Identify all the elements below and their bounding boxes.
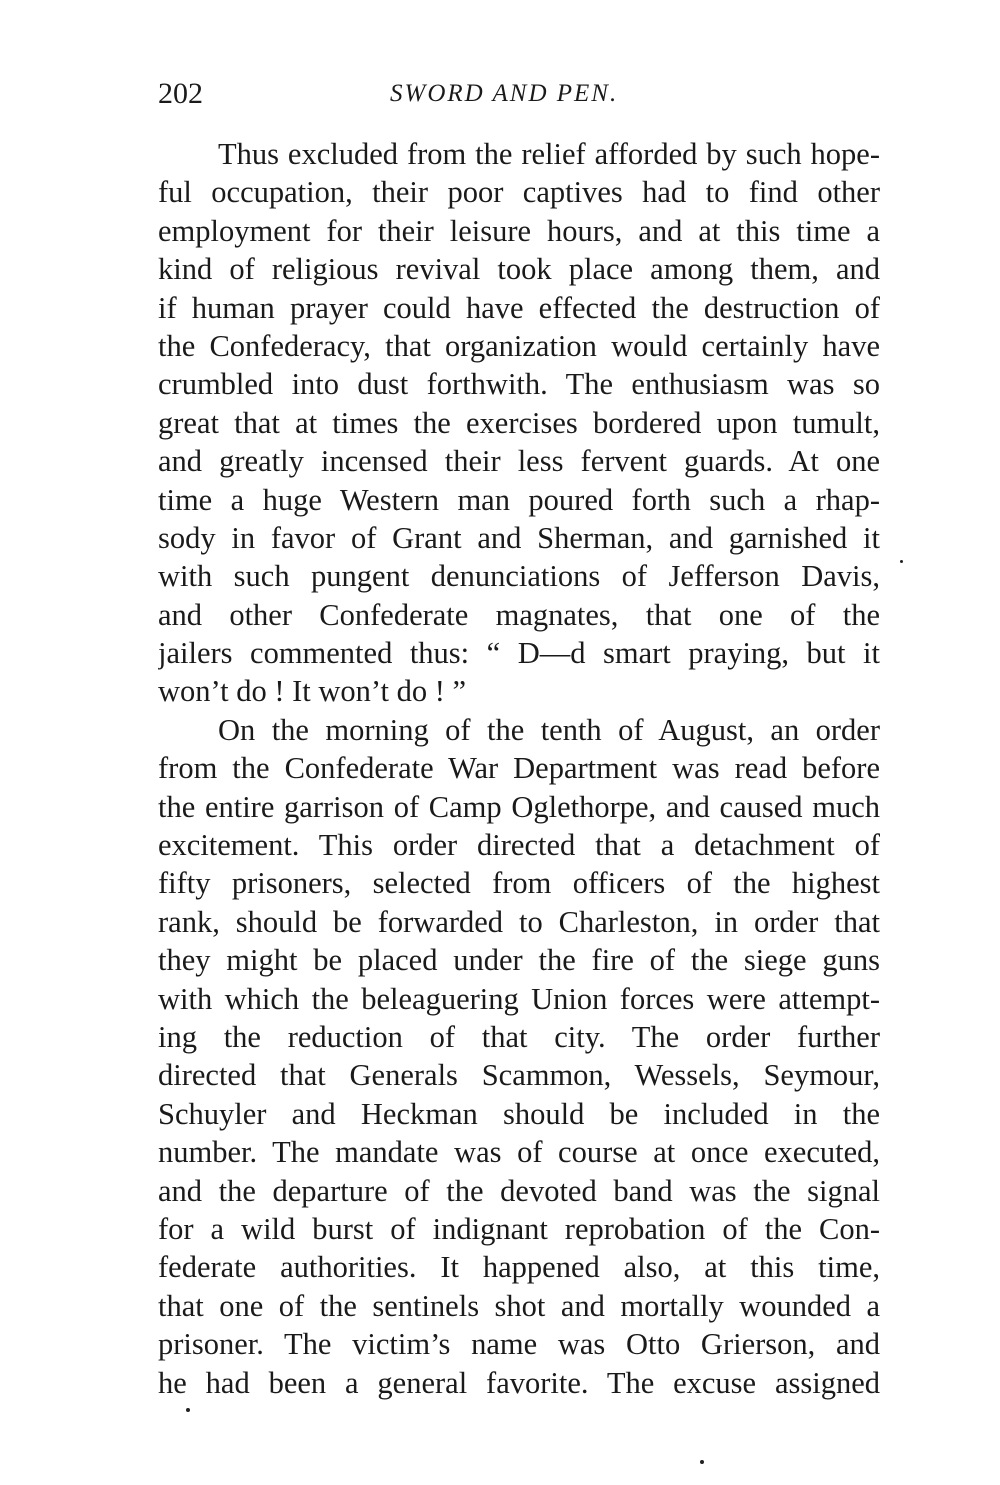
text-line: sody in favor of Grant and Sherman, and garnished it: [158, 520, 880, 555]
text-line: if human prayer could have effected the destruction of: [158, 290, 880, 325]
text-line: and the departure of the devoted band was the signal: [158, 1173, 880, 1208]
text-line: the entire garrison of Camp Oglethorpe, and caused much: [158, 789, 880, 824]
text-line: he had been a general favorite. The excuse assigned: [158, 1365, 880, 1400]
text-line: great that at times the exercises bordered upon tumult,: [158, 405, 880, 440]
text-line: kind of religious revival took place among them, and: [158, 252, 880, 287]
text-line: employment for their leisure hours, and at this time a: [158, 213, 880, 248]
text-line: excitement. This order directed that a detachment of: [158, 828, 880, 863]
text-line: and greatly incensed their less fervent guards. At one: [158, 444, 880, 479]
body-text: [158, 135, 880, 1402]
text-line: fifty prisoners, selected from officers of the highest: [158, 866, 880, 901]
text-line: ing the reduction of that city. The order further: [158, 1019, 880, 1054]
text-line: ful occupation, their poor captives had to find other: [158, 175, 880, 210]
text-line: jailers commented thus: “ D—d smart praying, but it: [158, 636, 880, 671]
text-line: for a wild burst of indignant reprobation of the Con-: [158, 1211, 880, 1246]
page-number: 202: [158, 77, 203, 110]
text-line: prisoner. The victim’s name was Otto Grierson, and: [158, 1327, 880, 1362]
text-line: with such pungent denunciations of Jefferson Davis,: [158, 559, 880, 594]
text-line: time a huge Western man poured forth such a rhap-: [158, 482, 880, 517]
ink-speck: [900, 560, 903, 563]
text-line: federate authorities. It happened also, at this time,: [158, 1250, 880, 1285]
text-line: won’t do ! It won’t do ! ”: [158, 674, 467, 709]
text-line: from the Confederate War Department was read before: [158, 751, 880, 786]
text-line: rank, should be forwarded to Charleston, in order that: [158, 904, 880, 939]
text-line: that one of the sentinels shot and mortally wounded a: [158, 1288, 880, 1323]
text-line: directed that Generals Scammon, Wessels, Seymour,: [158, 1058, 880, 1093]
running-head: [158, 72, 880, 116]
text-line: and other Confederate magnates, that one of the: [158, 597, 880, 632]
text-line: Thus excluded from the relief afforded by such hope-: [218, 137, 880, 171]
text-line: Schuyler and Heckman should be included in the: [158, 1096, 880, 1131]
text-line: number. The mandate was of course at once executed,: [158, 1135, 880, 1170]
ink-speck: [700, 1460, 704, 1464]
text-line: with which the beleaguering Union forces were attempt-: [158, 981, 880, 1016]
text-line: On the morning of the tenth of August, an order: [218, 712, 880, 747]
text-line: they might be placed under the fire of the siege guns: [158, 943, 880, 978]
text-line: crumbled into dust forthwith. The enthusiasm was so: [158, 367, 880, 402]
text-line: the Confederacy, that organization would certainly have: [158, 328, 880, 363]
ink-speck: [186, 1408, 190, 1412]
running-title: SWORD AND PEN.: [390, 80, 619, 107]
